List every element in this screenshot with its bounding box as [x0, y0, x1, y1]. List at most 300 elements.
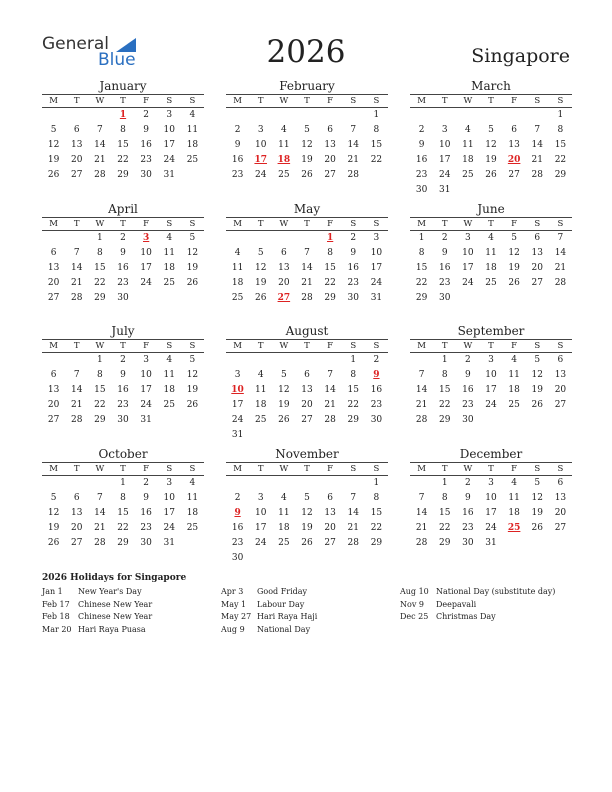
month-grid	[410, 462, 572, 551]
day-cell: 22	[347, 400, 359, 410]
weekday-header: W	[456, 462, 479, 476]
day-cell: 30	[462, 538, 474, 548]
day-cell: 18	[278, 523, 290, 533]
month-may	[226, 202, 388, 306]
day-cell: 10	[140, 370, 152, 380]
empty-cell	[272, 476, 295, 491]
empty-cell	[226, 108, 249, 123]
day-cell: 21	[324, 400, 336, 410]
day-cell: 1	[96, 233, 103, 243]
day-cell: 22	[438, 523, 451, 533]
day-cell: 11	[186, 125, 199, 135]
day-cell: 21	[70, 400, 83, 410]
empty-cell	[42, 476, 65, 491]
day-cell: 19	[508, 263, 520, 273]
day-cell: 29	[324, 293, 336, 303]
weekday-header: S	[158, 217, 181, 231]
holiday-date: Feb 17	[42, 599, 70, 609]
day-cell: 5	[304, 125, 310, 135]
weekday-header: W	[456, 339, 479, 353]
holiday-row	[42, 612, 222, 625]
day-cell: 4	[280, 493, 287, 503]
day-cell: 7	[96, 493, 103, 503]
day-cell: 19	[47, 155, 60, 165]
day-cell: 20	[278, 278, 290, 288]
day-cell: 30	[231, 553, 244, 563]
day-cell: 6	[280, 248, 287, 258]
day-cell: 16	[117, 385, 129, 395]
day-cell: 22	[415, 278, 428, 288]
month-name: March	[471, 79, 511, 93]
weekday-header: S	[181, 462, 204, 476]
day-cell: 20	[531, 263, 543, 273]
day-cell: 14	[94, 508, 106, 518]
empty-cell	[226, 476, 249, 491]
holiday-name: National Day	[257, 624, 311, 634]
holiday-row	[42, 600, 222, 613]
day-cell: 14	[347, 508, 359, 518]
weekday-header: F	[503, 217, 526, 231]
holiday-name: National Day (substitute day)	[436, 587, 556, 596]
empty-cell	[319, 353, 342, 368]
day-cell: 11	[163, 370, 175, 380]
day-cell: 19	[531, 508, 543, 518]
day-cell: 4	[189, 478, 196, 488]
holiday-row	[400, 612, 580, 625]
holiday-name: Chinese New Year	[78, 599, 153, 609]
day-cell: 21	[415, 400, 428, 410]
empty-cell	[42, 231, 65, 246]
day-cell: 24	[462, 278, 474, 288]
month-name: January	[99, 79, 147, 93]
day-cell: 17	[140, 263, 152, 273]
day-cell: 13	[508, 140, 520, 150]
day-cell: 26	[254, 293, 267, 303]
day-cell: 26	[186, 278, 199, 288]
day-cell: 12	[47, 508, 60, 518]
day-cell: 18	[485, 263, 497, 273]
month-grid	[226, 94, 388, 183]
day-cell: 20	[554, 508, 567, 518]
day-cell: 11	[254, 385, 267, 395]
day-cell: 26	[47, 538, 60, 548]
day-cell: 5	[534, 355, 541, 365]
day-cell: 30	[462, 415, 474, 425]
weekday-header: F	[135, 339, 158, 353]
day-cell: 13	[70, 140, 83, 150]
weekday-header: W	[272, 339, 295, 353]
day-cell: 12	[186, 370, 199, 380]
day-cell: 6	[73, 125, 80, 135]
day-cell: 8	[327, 248, 333, 258]
day-cell: 28	[415, 538, 428, 548]
day-cell: 17	[370, 263, 383, 273]
day-cell: 25	[485, 278, 497, 288]
weekday-header: S	[526, 94, 549, 108]
month-name: February	[279, 79, 335, 93]
day-cell: 25	[508, 400, 520, 410]
weekday-header: T	[433, 217, 456, 231]
month-february	[226, 79, 388, 183]
weekday-header: S	[342, 217, 365, 231]
day-cell: 18	[508, 508, 520, 518]
weekday-header: T	[111, 462, 134, 476]
month-march	[410, 79, 572, 198]
holiday-day-cell: 27	[277, 293, 291, 303]
day-cell: 17	[163, 140, 175, 150]
holiday-date: Mar 20	[42, 624, 72, 634]
holiday-name: Deepavali	[436, 599, 477, 609]
day-cell: 2	[143, 110, 149, 120]
day-cell: 2	[464, 355, 471, 365]
day-cell: 25	[278, 170, 290, 180]
month-july	[42, 324, 204, 428]
page-title-year: 2026	[266, 34, 346, 70]
day-cell: 14	[70, 263, 83, 273]
day-cell: 29	[554, 170, 567, 180]
day-cell: 24	[140, 400, 152, 410]
day-cell: 1	[441, 355, 448, 365]
day-cell: 28	[347, 170, 359, 180]
weekday-header: F	[135, 94, 158, 108]
weekday-header: S	[342, 339, 365, 353]
day-cell: 3	[488, 355, 494, 365]
month-name: December	[459, 447, 523, 461]
empty-cell	[342, 476, 365, 491]
day-cell: 2	[234, 493, 241, 503]
day-cell: 14	[554, 248, 567, 258]
day-cell: 16	[415, 155, 428, 165]
weekday-header: S	[158, 339, 181, 353]
day-cell: 29	[347, 415, 359, 425]
day-cell: 20	[324, 155, 336, 165]
weekday-header: S	[526, 217, 549, 231]
weekday-header: S	[365, 462, 388, 476]
day-cell: 20	[47, 278, 60, 288]
day-cell: 29	[438, 538, 451, 548]
empty-cell	[249, 231, 272, 246]
empty-cell	[295, 231, 318, 246]
weekday-header: T	[65, 94, 88, 108]
empty-cell	[226, 353, 249, 368]
month-name: April	[108, 202, 138, 216]
day-cell: 23	[462, 400, 474, 410]
day-cell: 6	[304, 370, 310, 380]
weekday-header: T	[111, 339, 134, 353]
holiday-row	[221, 625, 401, 638]
day-cell: 20	[47, 400, 60, 410]
day-cell: 11	[278, 140, 290, 150]
holiday-name: Hari Raya Puasa	[78, 624, 146, 634]
weekday-header: F	[135, 462, 158, 476]
weekday-header: W	[88, 217, 111, 231]
day-cell: 25	[186, 155, 199, 165]
day-cell: 6	[534, 233, 541, 243]
holiday-date: Dec 25	[400, 612, 429, 621]
day-cell: 25	[254, 415, 267, 425]
day-cell: 12	[186, 248, 199, 258]
day-cell: 26	[301, 170, 313, 180]
day-cell: 26	[301, 538, 313, 548]
month-grid	[42, 462, 204, 551]
day-cell: 25	[278, 538, 290, 548]
weekday-header: T	[295, 94, 318, 108]
day-cell: 26	[186, 400, 199, 410]
day-cell: 26	[47, 170, 60, 180]
day-cell: 7	[304, 248, 310, 258]
day-cell: 15	[117, 140, 129, 150]
day-cell: 31	[163, 538, 175, 548]
day-cell: 23	[462, 523, 474, 533]
day-cell: 23	[347, 278, 359, 288]
weekday-header: S	[549, 339, 572, 353]
day-cell: 9	[120, 370, 126, 380]
month-grid	[410, 339, 572, 428]
day-cell: 14	[324, 385, 336, 395]
day-cell: 29	[438, 415, 451, 425]
month-december	[410, 447, 572, 551]
holiday-name: Chinese New Year	[78, 612, 153, 621]
day-cell: 14	[70, 385, 83, 395]
day-cell: 27	[554, 523, 567, 533]
day-cell: 1	[557, 110, 564, 120]
day-cell: 5	[488, 125, 494, 135]
day-cell: 15	[438, 508, 451, 518]
day-cell: 21	[94, 155, 106, 165]
month-name: October	[98, 447, 148, 461]
weekday-header: T	[65, 339, 88, 353]
day-cell: 9	[418, 140, 425, 150]
weekday-header: T	[249, 339, 272, 353]
weekday-header: S	[365, 217, 388, 231]
day-cell: 2	[120, 233, 126, 243]
empty-cell	[503, 108, 526, 123]
day-cell: 22	[94, 400, 106, 410]
day-cell: 8	[120, 125, 126, 135]
weekday-header: W	[88, 462, 111, 476]
weekday-header: S	[549, 462, 572, 476]
day-cell: 2	[350, 233, 357, 243]
holiday-name: Christmas Day	[436, 612, 496, 621]
empty-cell	[249, 476, 272, 491]
holiday-day-cell: 20	[507, 155, 521, 165]
day-cell: 22	[94, 278, 106, 288]
holiday-date: Apr 3	[221, 587, 244, 596]
weekday-header: W	[272, 462, 295, 476]
weekday-header: T	[249, 462, 272, 476]
day-cell: 27	[47, 415, 60, 425]
day-cell: 15	[415, 263, 428, 273]
day-cell: 12	[254, 263, 267, 273]
day-cell: 27	[508, 170, 520, 180]
day-cell: 18	[462, 155, 474, 165]
day-cell: 16	[231, 523, 244, 533]
month-grid	[42, 339, 204, 428]
month-name: June	[477, 202, 505, 216]
weekday-header: S	[549, 217, 572, 231]
weekday-header: S	[549, 94, 572, 108]
weekday-header: F	[319, 217, 342, 231]
day-cell: 3	[464, 233, 471, 243]
weekday-header: S	[158, 94, 181, 108]
day-cell: 3	[234, 370, 241, 380]
day-cell: 19	[278, 400, 290, 410]
day-cell: 13	[70, 508, 83, 518]
day-cell: 31	[140, 415, 152, 425]
day-cell: 25	[163, 400, 175, 410]
empty-cell	[433, 108, 456, 123]
logo-general-text: General	[42, 34, 109, 54]
day-cell: 4	[488, 233, 494, 243]
day-cell: 1	[96, 355, 103, 365]
day-cell: 31	[163, 170, 175, 180]
day-cell: 22	[324, 278, 336, 288]
day-cell: 20	[324, 523, 336, 533]
day-cell: 25	[163, 278, 175, 288]
day-cell: 29	[94, 415, 106, 425]
day-cell: 23	[438, 278, 451, 288]
day-cell: 4	[280, 125, 287, 135]
day-cell: 13	[554, 493, 567, 503]
weekday-header: S	[158, 462, 181, 476]
holiday-date: Aug 9	[221, 624, 245, 634]
day-cell: 12	[301, 508, 313, 518]
day-cell: 21	[347, 523, 359, 533]
weekday-header: W	[272, 94, 295, 108]
month-name: August	[285, 324, 329, 338]
day-cell: 31	[231, 430, 244, 440]
day-cell: 24	[231, 415, 244, 425]
day-cell: 5	[534, 478, 541, 488]
day-cell: 12	[531, 493, 543, 503]
day-cell: 25	[231, 293, 244, 303]
day-cell: 24	[485, 523, 497, 533]
empty-cell	[42, 108, 65, 123]
holiday-day-cell: 18	[277, 155, 291, 165]
day-cell: 29	[370, 538, 383, 548]
weekday-header: S	[181, 94, 204, 108]
day-cell: 27	[47, 293, 60, 303]
day-cell: 7	[418, 370, 425, 380]
day-cell: 4	[189, 110, 196, 120]
day-cell: 18	[508, 385, 520, 395]
day-cell: 22	[554, 155, 567, 165]
weekday-header: T	[65, 217, 88, 231]
month-name: May	[293, 202, 321, 216]
country-name: Singapore	[471, 45, 570, 67]
day-cell: 23	[231, 170, 244, 180]
empty-cell	[295, 353, 318, 368]
weekday-header: F	[319, 462, 342, 476]
day-cell: 23	[415, 170, 428, 180]
day-cell: 1	[418, 233, 425, 243]
empty-cell	[526, 108, 549, 123]
holidays-column	[400, 587, 580, 625]
day-cell: 9	[441, 248, 448, 258]
day-cell: 28	[301, 293, 313, 303]
day-cell: 28	[531, 170, 543, 180]
holiday-row	[221, 600, 401, 613]
day-cell: 11	[163, 248, 175, 258]
day-cell: 30	[140, 170, 152, 180]
day-cell: 11	[231, 263, 244, 273]
month-grid	[226, 217, 388, 306]
empty-cell	[410, 108, 433, 123]
day-cell: 23	[231, 538, 244, 548]
holiday-row	[221, 612, 401, 625]
weekday-header: M	[42, 217, 65, 231]
day-cell: 2	[143, 478, 149, 488]
holiday-row	[42, 587, 222, 600]
day-cell: 13	[531, 248, 543, 258]
day-cell: 6	[511, 125, 517, 135]
weekday-header: T	[65, 462, 88, 476]
day-cell: 2	[464, 478, 471, 488]
day-cell: 30	[415, 185, 428, 195]
day-cell: 10	[485, 370, 497, 380]
day-cell: 11	[462, 140, 474, 150]
weekday-header: F	[319, 94, 342, 108]
day-cell: 5	[189, 355, 196, 365]
day-cell: 12	[531, 370, 543, 380]
day-cell: 20	[301, 400, 313, 410]
holiday-date: May 1	[221, 599, 247, 609]
empty-cell	[319, 108, 342, 123]
day-cell: 3	[143, 355, 149, 365]
day-cell: 22	[370, 523, 383, 533]
weekday-header: T	[111, 94, 134, 108]
day-cell: 14	[415, 508, 428, 518]
holiday-name: Labour Day	[257, 599, 305, 609]
day-cell: 18	[254, 400, 267, 410]
weekday-header: T	[295, 462, 318, 476]
day-cell: 24	[163, 155, 175, 165]
day-cell: 19	[186, 263, 199, 273]
day-cell: 15	[347, 385, 359, 395]
day-cell: 25	[186, 523, 199, 533]
day-cell: 26	[531, 523, 543, 533]
weekday-header: T	[479, 217, 502, 231]
day-cell: 2	[373, 355, 380, 365]
day-cell: 1	[441, 478, 448, 488]
empty-cell	[249, 108, 272, 123]
weekday-header: S	[342, 462, 365, 476]
day-cell: 14	[94, 140, 106, 150]
weekday-header: T	[479, 339, 502, 353]
empty-cell	[88, 476, 111, 491]
day-cell: 28	[70, 415, 83, 425]
day-cell: 1	[120, 478, 126, 488]
day-cell: 21	[415, 523, 428, 533]
day-cell: 14	[531, 140, 543, 150]
day-cell: 13	[47, 263, 60, 273]
day-cell: 26	[508, 278, 520, 288]
day-cell: 1	[373, 110, 380, 120]
day-cell: 18	[186, 508, 199, 518]
month-grid	[226, 339, 388, 443]
day-cell: 9	[464, 370, 471, 380]
empty-cell	[272, 353, 295, 368]
day-cell: 29	[117, 170, 129, 180]
month-june	[410, 202, 572, 306]
day-cell: 27	[531, 278, 543, 288]
holiday-day-cell: 1	[327, 233, 334, 243]
weekday-header: S	[526, 462, 549, 476]
day-cell: 6	[557, 478, 564, 488]
empty-cell	[479, 108, 502, 123]
weekday-header: M	[42, 339, 65, 353]
day-cell: 22	[117, 155, 129, 165]
